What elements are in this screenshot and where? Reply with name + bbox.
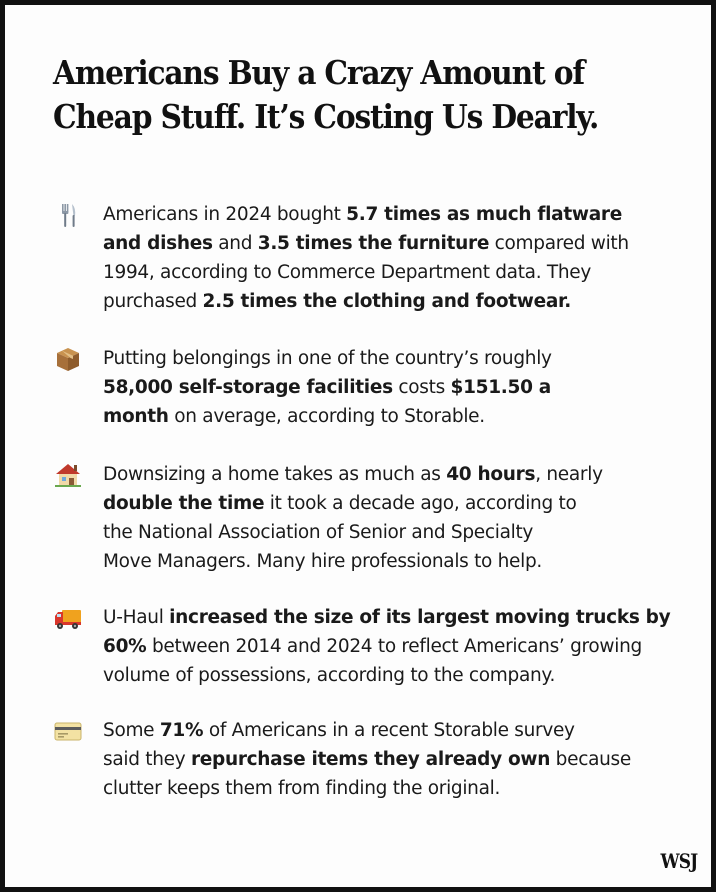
headline [53,51,620,139]
bold-run: 60% [103,636,147,657]
fork-knife-icon [53,202,83,228]
text-run: and [212,233,258,254]
text-run: it took a decade ago, according to [264,493,577,514]
bold-run: and dishes [103,233,213,254]
fact-text [103,460,663,576]
text-line [103,287,663,316]
text-line [103,229,663,258]
text-run: between 2014 and 2024 to reflect Americans’ growing [146,636,642,657]
moving-truck-icon [53,605,83,631]
bold-run: month [103,406,169,427]
text-line [103,603,671,632]
credit-card-icon [53,718,83,744]
bold-run: 5.7 times as much flatware [346,204,622,225]
bold-run: 58,000 self-storage facilities [103,377,393,398]
bold-run: double the time [103,493,265,514]
text-run: compared with [489,233,629,254]
text-run: Move Managers. Many hire professionals to help. [103,551,542,572]
text-run: , nearly [535,464,603,485]
text-run: Putting belongings in one of the country’s roughly [103,348,552,369]
bold-run: $151.50 a [450,377,551,398]
text-run: 1994, according to Commerce Department data. They [103,262,592,283]
text-line [103,632,663,661]
bold-run: 3.5 times the furniture [257,233,490,254]
text-line [103,200,663,229]
fact-text [103,603,671,690]
text-run: on average, according to Storable. [168,406,485,427]
text-run: clutter keeps them from finding the original. [103,778,501,799]
text-line [103,518,663,547]
headline-line-2: Cheap Stuff. It’s Costing Us Dearly. [53,97,599,136]
fact-text [103,716,663,803]
text-run: Downsizing a home takes as much as [103,464,447,485]
house-icon [53,462,83,488]
headline-line-1: Americans Buy a Crazy Amount of [53,53,584,92]
text-run: because [550,749,631,770]
text-line [103,547,663,576]
bold-run: 2.5 times the clothing and footwear. [202,291,571,312]
text-line [103,716,663,745]
text-run: volume of possessions, according to the company. [103,665,556,686]
text-run: U-Haul [103,607,170,628]
bold-run: 40 hours [446,464,536,485]
fact-text [103,200,663,316]
bold-run: repurchase items they already own [190,749,551,770]
text-line [103,258,663,287]
text-run: costs [392,377,451,398]
text-line [103,489,663,518]
text-line [103,661,663,690]
bold-run: 71% [159,720,204,741]
text-run: Americans in 2024 bought [103,204,347,225]
text-line [103,373,663,402]
fact-text [103,344,663,431]
text-run: purchased [103,291,203,312]
text-line [103,344,663,373]
bold-run: increased the size of its largest moving trucks by [169,607,671,628]
text-line [103,745,663,774]
package-box-icon [53,346,83,372]
text-run: Some [103,720,160,741]
text-line [103,402,663,431]
text-line [103,460,663,489]
text-run: said they [103,749,191,770]
wsj-logo: WSJ [660,849,697,873]
text-run: the National Association of Senior and Specialty [103,522,534,543]
text-line [103,774,663,803]
text-run: of Americans in a recent Storable survey [203,720,575,741]
